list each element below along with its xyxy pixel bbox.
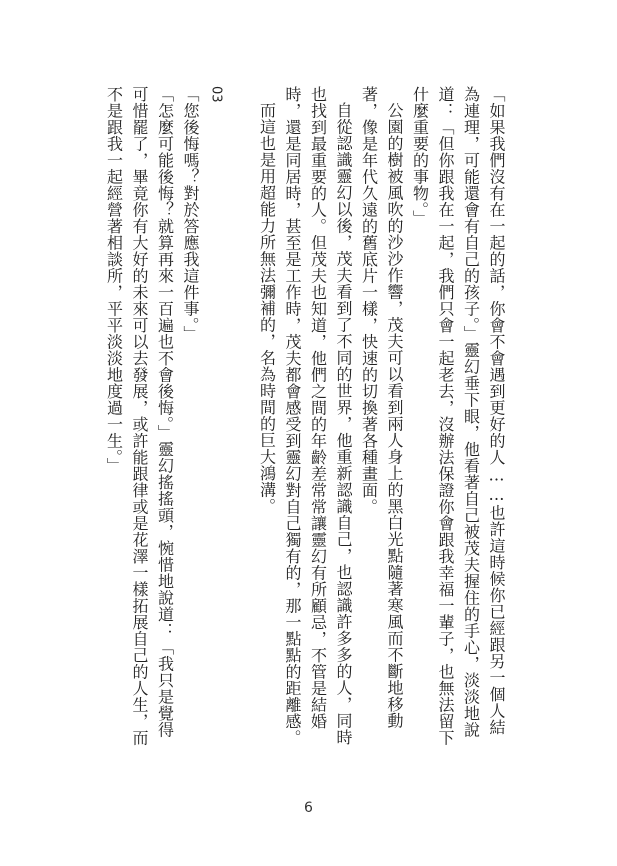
blank-column — [229, 86, 255, 746]
page-number: 6 — [304, 800, 313, 816]
paragraph-reigen-answer: 「怎麼可能後悔？就算再來一百遍也不會後悔。」靈幻搖搖頭，惋惜地說道：「我只是覺得可惜罷了，畢竟你有大好的未來可以去發展，或許能跟律或是花澤一樣拓展自己的人生，而不是跟我一起經營著相談所，平平淡淡地度過一生。」 — [104, 86, 175, 746]
paragraph-dialogue-1: 「如果我們沒有在一起的話，你會不會遇到更好的人……也許這時候你已經跟另一個人結為連理，可能還會有自己的孩子。」靈幻垂下眼，他看著自己被茂夫握住的手心，淡淡地說道：「但你跟我在一起，我們只會一起老去，沒辦法保證你會跟我幸福一輩子，也無法留下什麼重要的事物。」 — [410, 86, 506, 746]
paragraph-mob-reflection: 自從認識靈幻以後，茂夫看到了不同的世界，他重新認識自己，也認識許多多的人，同時也找到最重要的人。但茂夫也知道，他們之間的年齡差常常讓靈幻有所顧忌，不管是結婚時，還是同居時，甚至是工作時，茂夫都會感受到靈幻對自己獨有的，那一點點的距離感。 — [283, 86, 353, 746]
paragraph-question: 「您後悔嗎？對於答應我這件事。」 — [181, 86, 200, 342]
paragraph-time-gap: 而這也是用超能力所無法彌補的，名為時間的巨大鴻溝。 — [257, 102, 277, 515]
section-number: 03 — [208, 86, 224, 103]
vertical-text-body — [99, 86, 509, 746]
paragraph-park-scene: 公園的樹被風吹的沙沙作響，茂夫可以看到兩人身上的黑白光點隨著寒風而不斷地移動著，像是年代久遠的舊底片一樣，快速的切換著各種畫面。 — [359, 86, 404, 729]
